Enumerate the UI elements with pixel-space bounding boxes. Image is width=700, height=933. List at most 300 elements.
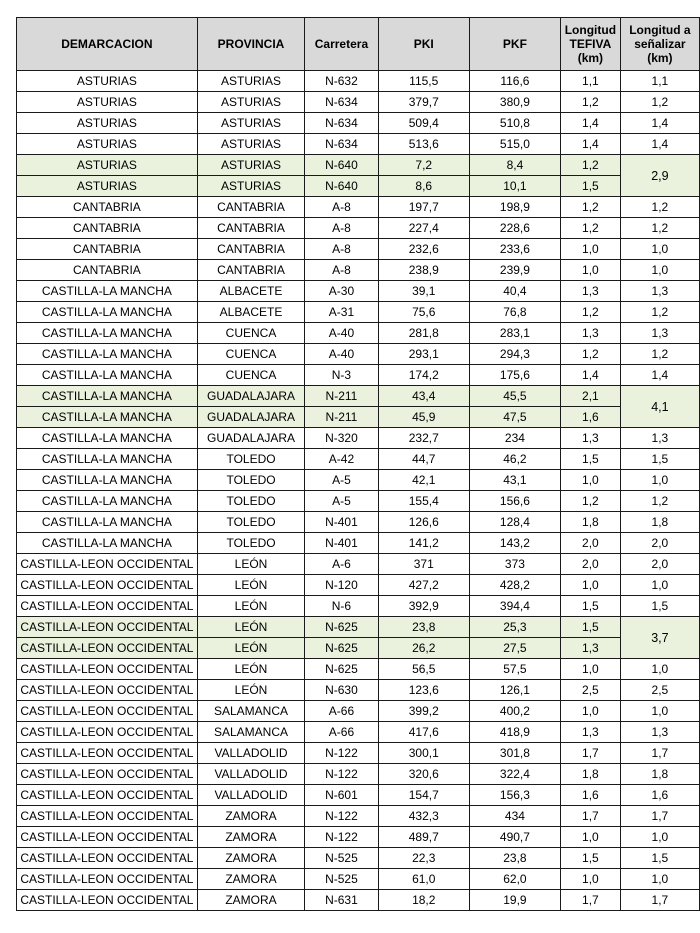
cell-pkf: 156,6 [469, 491, 560, 512]
cell-pkf: 25,3 [469, 617, 560, 638]
cell-longitud-tefiva: 1,5 [561, 176, 621, 197]
cell-demarcacion: CASTILLA-LEON OCCIDENTAL [17, 617, 198, 638]
cell-provincia: SALAMANCA [197, 701, 304, 722]
cell-pkf: 175,6 [469, 365, 560, 386]
cell-carretera: A-8 [305, 260, 378, 281]
cell-pki: 513,6 [378, 134, 469, 155]
cell-pki: 232,6 [378, 239, 469, 260]
cell-demarcacion: CASTILLA-LEON OCCIDENTAL [17, 701, 198, 722]
cell-carretera: N-401 [305, 512, 378, 533]
cell-demarcacion: ASTURIAS [17, 113, 198, 134]
cell-provincia: LEÓN [197, 638, 304, 659]
cell-pki: 61,0 [378, 869, 469, 890]
cell-longitud-tefiva: 2,5 [561, 680, 621, 701]
table-row [17, 428, 700, 449]
cell-longitud-tefiva: 1,3 [561, 722, 621, 743]
cell-provincia: ASTURIAS [197, 92, 304, 113]
cell-pkf: 233,6 [469, 239, 560, 260]
header-provincia: PROVINCIA [197, 18, 304, 71]
cell-longitud-senalizar: 1,0 [620, 701, 699, 722]
cell-pkf: 380,9 [469, 92, 560, 113]
cell-pki: 154,7 [378, 785, 469, 806]
cell-longitud-senalizar: 1,6 [620, 785, 699, 806]
cell-demarcacion: CASTILLA-LA MANCHA [17, 512, 198, 533]
cell-pki: 45,9 [378, 407, 469, 428]
table-row [17, 512, 700, 533]
cell-provincia: SALAMANCA [197, 722, 304, 743]
cell-longitud-tefiva: 1,2 [561, 302, 621, 323]
cell-demarcacion: CASTILLA-LEON OCCIDENTAL [17, 827, 198, 848]
header-row [17, 18, 700, 71]
cell-provincia: TOLEDO [197, 512, 304, 533]
cell-longitud-senalizar: 1,5 [620, 449, 699, 470]
cell-pki: 174,2 [378, 365, 469, 386]
cell-pkf: 19,9 [469, 890, 560, 911]
cell-pki: 371 [378, 554, 469, 575]
cell-longitud-tefiva: 1,4 [561, 134, 621, 155]
cell-demarcacion: CANTABRIA [17, 218, 198, 239]
cell-pkf: 400,2 [469, 701, 560, 722]
cell-demarcacion: ASTURIAS [17, 134, 198, 155]
cell-pkf: 8,4 [469, 155, 560, 176]
cell-longitud-tefiva: 1,5 [561, 848, 621, 869]
cell-longitud-tefiva: 1,4 [561, 365, 621, 386]
cell-pkf: 45,5 [469, 386, 560, 407]
cell-longitud-tefiva: 1,2 [561, 155, 621, 176]
header-longitud-senalizar-line-2: señalizar [634, 37, 686, 51]
cell-pki: 432,3 [378, 806, 469, 827]
cell-carretera: N-634 [305, 113, 378, 134]
cell-longitud-senalizar: 1,0 [620, 827, 699, 848]
cell-provincia: ASTURIAS [197, 71, 304, 92]
cell-longitud-tefiva: 1,3 [561, 323, 621, 344]
cell-pki: 126,6 [378, 512, 469, 533]
cell-longitud-senalizar: 1,4 [620, 365, 699, 386]
cell-pkf: 394,4 [469, 596, 560, 617]
cell-longitud-senalizar: 1,2 [620, 491, 699, 512]
cell-provincia: ZAMORA [197, 848, 304, 869]
cell-demarcacion: CASTILLA-LEON OCCIDENTAL [17, 743, 198, 764]
cell-demarcacion: CASTILLA-LA MANCHA [17, 491, 198, 512]
cell-longitud-senalizar: 1,0 [620, 575, 699, 596]
cell-pki: 23,8 [378, 617, 469, 638]
cell-provincia: CUENCA [197, 344, 304, 365]
cell-pkf: 490,7 [469, 827, 560, 848]
table-row [17, 323, 700, 344]
cell-carretera: N-6 [305, 596, 378, 617]
cell-pkf: 126,1 [469, 680, 560, 701]
cell-pkf: 418,9 [469, 722, 560, 743]
cell-pki: 7,2 [378, 155, 469, 176]
cell-provincia: ASTURIAS [197, 113, 304, 134]
cell-longitud-tefiva: 1,7 [561, 890, 621, 911]
table-row [17, 575, 700, 596]
cell-longitud-senalizar: 1,2 [620, 197, 699, 218]
header-pki: PKI [378, 18, 469, 71]
cell-carretera: N-401 [305, 533, 378, 554]
cell-carretera: N-525 [305, 869, 378, 890]
cell-longitud-senalizar: 1,5 [620, 848, 699, 869]
cell-demarcacion: CASTILLA-LEON OCCIDENTAL [17, 722, 198, 743]
cell-longitud-tefiva: 1,2 [561, 92, 621, 113]
cell-pkf: 510,8 [469, 113, 560, 134]
cell-pkf: 116,6 [469, 71, 560, 92]
cell-demarcacion: CASTILLA-LEON OCCIDENTAL [17, 575, 198, 596]
cell-longitud-tefiva: 1,2 [561, 344, 621, 365]
cell-longitud-senalizar: 4,1 [620, 386, 699, 428]
table-row [17, 491, 700, 512]
cell-longitud-tefiva: 1,0 [561, 701, 621, 722]
cell-pki: 300,1 [378, 743, 469, 764]
cell-carretera: N-634 [305, 134, 378, 155]
cell-pki: 509,4 [378, 113, 469, 134]
cell-provincia: ASTURIAS [197, 155, 304, 176]
cell-longitud-senalizar: 2,5 [620, 680, 699, 701]
cell-pkf: 228,6 [469, 218, 560, 239]
cell-carretera: A-40 [305, 344, 378, 365]
cell-longitud-senalizar: 2,0 [620, 533, 699, 554]
cell-carretera: N-211 [305, 386, 378, 407]
cell-pkf: 23,8 [469, 848, 560, 869]
cell-carretera: N-634 [305, 92, 378, 113]
cell-carretera: A-66 [305, 722, 378, 743]
cell-pki: 8,6 [378, 176, 469, 197]
cell-longitud-senalizar: 1,8 [620, 764, 699, 785]
header-demarcacion: DEMARCACION [17, 18, 198, 71]
cell-carretera: N-640 [305, 155, 378, 176]
cell-carretera: N-320 [305, 428, 378, 449]
cell-provincia: LEÓN [197, 680, 304, 701]
cell-pkf: 46,2 [469, 449, 560, 470]
cell-provincia: LEÓN [197, 617, 304, 638]
table-row [17, 470, 700, 491]
cell-carretera: N-122 [305, 806, 378, 827]
cell-provincia: CANTABRIA [197, 218, 304, 239]
cell-pkf: 283,1 [469, 323, 560, 344]
cell-longitud-senalizar: 1,8 [620, 512, 699, 533]
cell-provincia: GUADALAJARA [197, 407, 304, 428]
cell-pki: 43,4 [378, 386, 469, 407]
cell-pki: 22,3 [378, 848, 469, 869]
cell-demarcacion: CANTABRIA [17, 260, 198, 281]
cell-longitud-senalizar: 1,0 [620, 470, 699, 491]
table-row [17, 827, 700, 848]
table-row [17, 533, 700, 554]
cell-longitud-tefiva: 1,6 [561, 407, 621, 428]
cell-provincia: ALBACETE [197, 302, 304, 323]
cell-provincia: VALLADOLID [197, 785, 304, 806]
header-carretera: Carretera [305, 18, 378, 71]
table-row [17, 638, 700, 659]
cell-pki: 56,5 [378, 659, 469, 680]
cell-longitud-tefiva: 1,5 [561, 617, 621, 638]
cell-carretera: A-5 [305, 491, 378, 512]
cell-carretera: N-625 [305, 659, 378, 680]
cell-carretera: A-5 [305, 470, 378, 491]
cell-carretera: N-120 [305, 575, 378, 596]
cell-demarcacion: CASTILLA-LA MANCHA [17, 323, 198, 344]
cell-carretera: N-601 [305, 785, 378, 806]
cell-longitud-tefiva: 1,8 [561, 764, 621, 785]
cell-pki: 489,7 [378, 827, 469, 848]
table-row [17, 890, 700, 911]
cell-longitud-tefiva: 1,6 [561, 785, 621, 806]
cell-carretera: A-8 [305, 218, 378, 239]
cell-longitud-tefiva: 1,0 [561, 239, 621, 260]
cell-longitud-tefiva: 1,5 [561, 596, 621, 617]
cell-demarcacion: CASTILLA-LEON OCCIDENTAL [17, 680, 198, 701]
table-row [17, 176, 700, 197]
table-body [17, 71, 700, 911]
header-pkf: PKF [469, 18, 560, 71]
cell-longitud-tefiva: 2,1 [561, 386, 621, 407]
cell-pkf: 57,5 [469, 659, 560, 680]
cell-carretera: N-631 [305, 890, 378, 911]
cell-provincia: TOLEDO [197, 491, 304, 512]
cell-longitud-tefiva: 1,3 [561, 638, 621, 659]
header-longitud-tefiva [561, 18, 621, 71]
cell-carretera: A-8 [305, 239, 378, 260]
table-row [17, 701, 700, 722]
cell-pki: 39,1 [378, 281, 469, 302]
cell-pki: 293,1 [378, 344, 469, 365]
cell-demarcacion: CASTILLA-LEON OCCIDENTAL [17, 596, 198, 617]
cell-carretera: A-8 [305, 197, 378, 218]
table-row [17, 449, 700, 470]
cell-pkf: 40,4 [469, 281, 560, 302]
road-segments-table [16, 17, 700, 911]
cell-longitud-tefiva: 1,0 [561, 260, 621, 281]
cell-longitud-tefiva: 1,0 [561, 470, 621, 491]
cell-pkf: 198,9 [469, 197, 560, 218]
cell-longitud-senalizar: 1,0 [620, 869, 699, 890]
cell-pki: 320,6 [378, 764, 469, 785]
table-row [17, 71, 700, 92]
cell-pki: 123,6 [378, 680, 469, 701]
cell-longitud-senalizar: 1,7 [620, 890, 699, 911]
table-row [17, 218, 700, 239]
table-row [17, 743, 700, 764]
cell-provincia: ALBACETE [197, 281, 304, 302]
cell-pki: 417,6 [378, 722, 469, 743]
cell-longitud-senalizar: 2,9 [620, 155, 699, 197]
cell-carretera: A-6 [305, 554, 378, 575]
cell-longitud-tefiva: 1,0 [561, 659, 621, 680]
cell-longitud-tefiva: 1,5 [561, 449, 621, 470]
cell-pki: 115,5 [378, 71, 469, 92]
cell-provincia: TOLEDO [197, 470, 304, 491]
cell-pkf: 143,2 [469, 533, 560, 554]
table-row [17, 365, 700, 386]
cell-demarcacion: CASTILLA-LEON OCCIDENTAL [17, 869, 198, 890]
cell-provincia: GUADALAJARA [197, 428, 304, 449]
cell-longitud-tefiva: 1,2 [561, 218, 621, 239]
cell-carretera: N-625 [305, 617, 378, 638]
table-row [17, 386, 700, 407]
cell-longitud-tefiva: 1,2 [561, 197, 621, 218]
cell-longitud-senalizar: 1,2 [620, 344, 699, 365]
cell-demarcacion: CASTILLA-LA MANCHA [17, 281, 198, 302]
cell-demarcacion: CASTILLA-LEON OCCIDENTAL [17, 785, 198, 806]
cell-pkf: 43,1 [469, 470, 560, 491]
cell-pkf: 62,0 [469, 869, 560, 890]
cell-pki: 26,2 [378, 638, 469, 659]
cell-carretera: N-625 [305, 638, 378, 659]
cell-carretera: A-30 [305, 281, 378, 302]
cell-longitud-senalizar: 1,0 [620, 239, 699, 260]
cell-pki: 227,4 [378, 218, 469, 239]
cell-carretera: N-122 [305, 827, 378, 848]
cell-demarcacion: CASTILLA-LA MANCHA [17, 470, 198, 491]
cell-longitud-senalizar: 1,3 [620, 323, 699, 344]
cell-pkf: 234 [469, 428, 560, 449]
cell-provincia: VALLADOLID [197, 764, 304, 785]
table-row [17, 407, 700, 428]
cell-provincia: GUADALAJARA [197, 386, 304, 407]
table-row [17, 239, 700, 260]
cell-provincia: CUENCA [197, 323, 304, 344]
cell-carretera: A-31 [305, 302, 378, 323]
cell-demarcacion: CASTILLA-LA MANCHA [17, 365, 198, 386]
cell-longitud-senalizar: 1,4 [620, 113, 699, 134]
cell-longitud-senalizar: 1,1 [620, 71, 699, 92]
cell-provincia: ZAMORA [197, 890, 304, 911]
table-row [17, 554, 700, 575]
cell-longitud-senalizar: 1,7 [620, 806, 699, 827]
cell-longitud-tefiva: 1,3 [561, 281, 621, 302]
cell-carretera: N-122 [305, 743, 378, 764]
cell-longitud-senalizar: 1,5 [620, 596, 699, 617]
cell-longitud-tefiva: 1,2 [561, 491, 621, 512]
cell-provincia: LEÓN [197, 575, 304, 596]
cell-longitud-tefiva: 1,4 [561, 113, 621, 134]
cell-carretera: N-632 [305, 71, 378, 92]
cell-longitud-tefiva: 2,0 [561, 554, 621, 575]
table-row [17, 134, 700, 155]
cell-longitud-tefiva: 1,0 [561, 575, 621, 596]
table-row [17, 785, 700, 806]
table-row [17, 806, 700, 827]
cell-carretera: N-525 [305, 848, 378, 869]
cell-pkf: 301,8 [469, 743, 560, 764]
cell-pki: 232,7 [378, 428, 469, 449]
cell-longitud-tefiva: 1,3 [561, 428, 621, 449]
cell-demarcacion: ASTURIAS [17, 92, 198, 113]
cell-provincia: ZAMORA [197, 806, 304, 827]
cell-demarcacion: CASTILLA-LEON OCCIDENTAL [17, 806, 198, 827]
cell-pkf: 239,9 [469, 260, 560, 281]
cell-longitud-senalizar: 1,3 [620, 722, 699, 743]
cell-pki: 44,7 [378, 449, 469, 470]
cell-longitud-senalizar: 1,0 [620, 260, 699, 281]
cell-pki: 75,6 [378, 302, 469, 323]
table-row [17, 113, 700, 134]
cell-demarcacion: CASTILLA-LA MANCHA [17, 533, 198, 554]
cell-provincia: ZAMORA [197, 869, 304, 890]
cell-demarcacion: CASTILLA-LEON OCCIDENTAL [17, 638, 198, 659]
cell-longitud-tefiva: 1,7 [561, 806, 621, 827]
table-row [17, 302, 700, 323]
cell-demarcacion: CASTILLA-LA MANCHA [17, 344, 198, 365]
table-row [17, 197, 700, 218]
cell-pkf: 428,2 [469, 575, 560, 596]
table-row [17, 92, 700, 113]
cell-pki: 155,4 [378, 491, 469, 512]
table-row [17, 281, 700, 302]
cell-pkf: 76,8 [469, 302, 560, 323]
cell-provincia: LEÓN [197, 596, 304, 617]
cell-longitud-senalizar: 1,7 [620, 743, 699, 764]
cell-pki: 392,9 [378, 596, 469, 617]
cell-pkf: 434 [469, 806, 560, 827]
cell-longitud-senalizar: 1,3 [620, 281, 699, 302]
cell-carretera: N-211 [305, 407, 378, 428]
cell-longitud-senalizar: 3,7 [620, 617, 699, 659]
cell-carretera: N-640 [305, 176, 378, 197]
cell-provincia: ZAMORA [197, 827, 304, 848]
cell-longitud-senalizar: 1,2 [620, 218, 699, 239]
cell-provincia: CANTABRIA [197, 260, 304, 281]
cell-provincia: LEÓN [197, 554, 304, 575]
header-longitud-tefiva-line-3: (km) [577, 51, 604, 65]
cell-pki: 399,2 [378, 701, 469, 722]
cell-demarcacion: CASTILLA-LEON OCCIDENTAL [17, 764, 198, 785]
cell-pki: 141,2 [378, 533, 469, 554]
header-longitud-senalizar-line-1: Longitud a [629, 23, 691, 37]
cell-demarcacion: CANTABRIA [17, 197, 198, 218]
cell-pki: 18,2 [378, 890, 469, 911]
table-row [17, 596, 700, 617]
cell-carretera: A-42 [305, 449, 378, 470]
table-row [17, 848, 700, 869]
cell-pkf: 322,4 [469, 764, 560, 785]
cell-longitud-senalizar: 1,2 [620, 92, 699, 113]
table-row [17, 260, 700, 281]
cell-longitud-tefiva: 1,7 [561, 743, 621, 764]
table-row [17, 155, 700, 176]
cell-longitud-tefiva: 1,8 [561, 512, 621, 533]
cell-provincia: ASTURIAS [197, 176, 304, 197]
cell-longitud-senalizar: 1,4 [620, 134, 699, 155]
cell-provincia: VALLADOLID [197, 743, 304, 764]
cell-demarcacion: CASTILLA-LEON OCCIDENTAL [17, 890, 198, 911]
table-row [17, 722, 700, 743]
cell-pkf: 515,0 [469, 134, 560, 155]
cell-longitud-tefiva: 1,0 [561, 827, 621, 848]
header-longitud-senalizar-line-3: (km) [647, 51, 673, 65]
cell-demarcacion: ASTURIAS [17, 71, 198, 92]
cell-pki: 197,7 [378, 197, 469, 218]
cell-pki: 42,1 [378, 470, 469, 491]
cell-demarcacion: CASTILLA-LEON OCCIDENTAL [17, 659, 198, 680]
cell-provincia: CUENCA [197, 365, 304, 386]
cell-demarcacion: CASTILLA-LA MANCHA [17, 428, 198, 449]
table-row [17, 344, 700, 365]
cell-longitud-tefiva: 1,1 [561, 71, 621, 92]
cell-provincia: CANTABRIA [197, 239, 304, 260]
cell-demarcacion: CASTILLA-LEON OCCIDENTAL [17, 554, 198, 575]
table-row [17, 680, 700, 701]
cell-carretera: A-40 [305, 323, 378, 344]
cell-demarcacion: CASTILLA-LA MANCHA [17, 407, 198, 428]
cell-provincia: CANTABRIA [197, 197, 304, 218]
header-longitud-senalizar [620, 18, 699, 71]
cell-longitud-tefiva: 1,0 [561, 869, 621, 890]
cell-provincia: LEÓN [197, 659, 304, 680]
cell-demarcacion: CASTILLA-LA MANCHA [17, 302, 198, 323]
cell-demarcacion: CASTILLA-LEON OCCIDENTAL [17, 848, 198, 869]
cell-demarcacion: ASTURIAS [17, 155, 198, 176]
